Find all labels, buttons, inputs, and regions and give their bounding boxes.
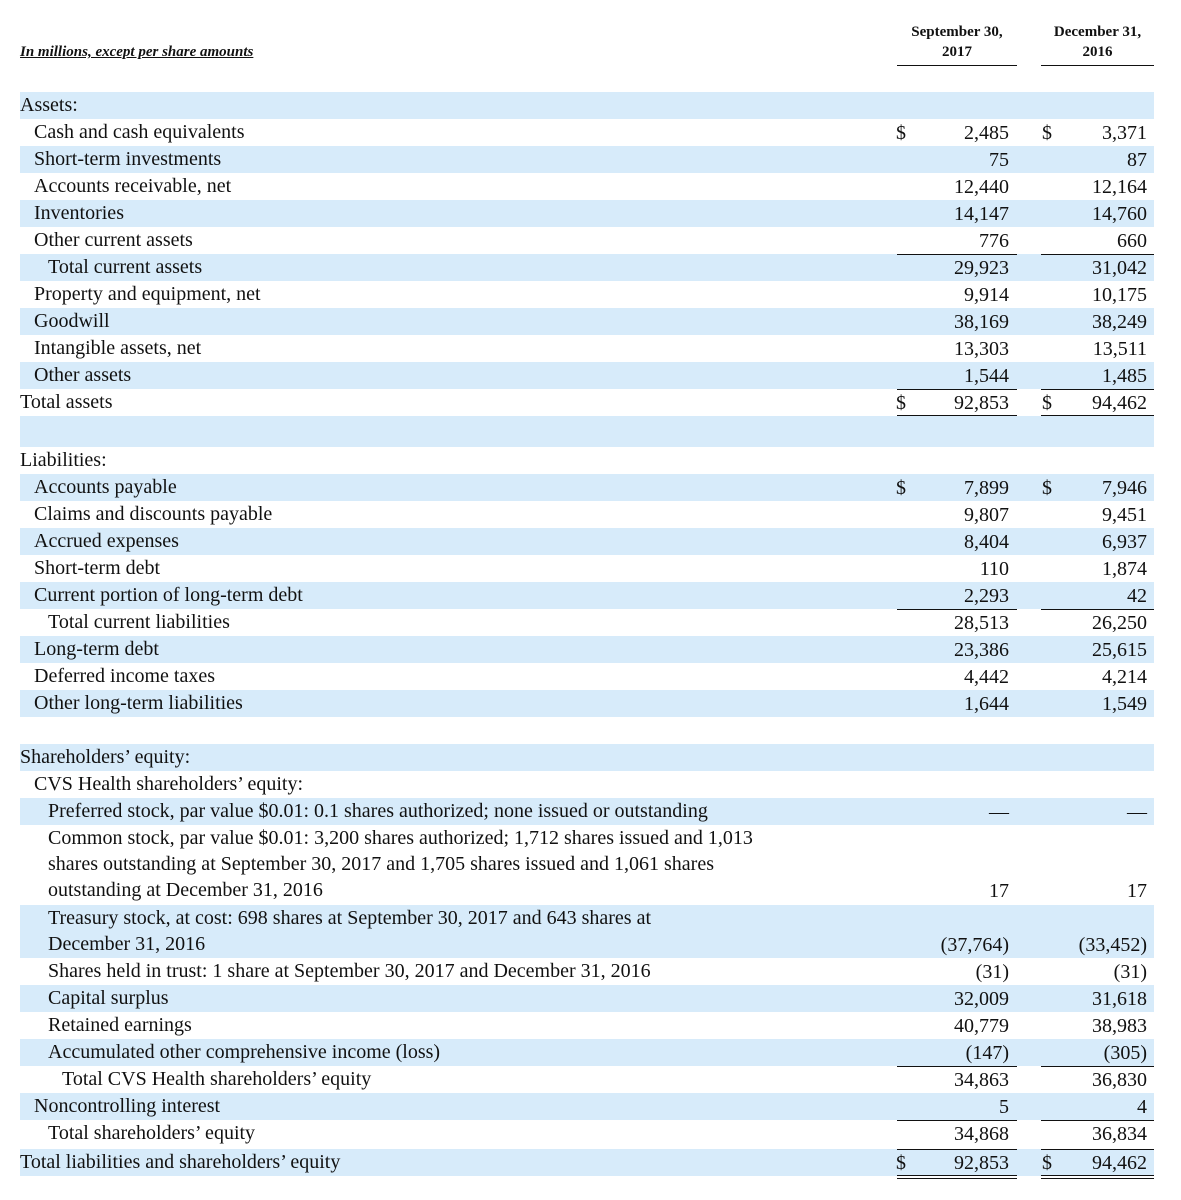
table-row: [20, 1066, 1154, 1093]
table-row: [20, 1012, 1154, 1039]
value-sep-2017: 92,853: [954, 392, 1009, 414]
row-label: Shareholders’ equity:: [20, 746, 191, 768]
row-label: Accrued expenses: [34, 530, 179, 552]
table-row: [20, 447, 1154, 474]
row-label: Short-term debt: [34, 557, 161, 579]
value-dec-2016: 660: [1117, 230, 1147, 252]
value-sep-2017: 2,293: [964, 585, 1009, 607]
table-row: [20, 474, 1154, 501]
table-row: [20, 958, 1154, 985]
column-header-line: 2016: [1082, 44, 1113, 60]
row-label: Long-term debt: [34, 638, 159, 660]
value-sep-2017: 8,404: [964, 531, 1009, 553]
dollar-sign-dec-2016: $: [1042, 122, 1052, 144]
table-row: [20, 146, 1154, 173]
row-label: Treasury stock, at cost: 698 shares at September 30, 2017 and 643 shares at December 31, 2016: [48, 907, 652, 955]
row-label: Inventories: [34, 202, 124, 224]
dollar-sign-dec-2016: $: [1042, 1152, 1052, 1174]
table-row: [20, 200, 1154, 227]
value-dec-2016: 38,983: [1092, 1015, 1147, 1037]
subtotal-rule: [897, 609, 1017, 610]
subtotal-rule: [1041, 254, 1154, 255]
row-label: Goodwill: [34, 310, 110, 332]
subtotal-rule: [1041, 1120, 1154, 1121]
value-sep-2017: 38,169: [954, 311, 1009, 333]
row-label: Shares held in trust: 1 share at September 30, 2017 and December 31, 2016: [48, 960, 651, 982]
table-row: [20, 92, 1154, 119]
value-dec-2016: 31,618: [1092, 988, 1147, 1010]
value-dec-2016: 36,830: [1092, 1069, 1147, 1091]
table-row: [20, 582, 1154, 609]
dollar-sign-dec-2016: $: [1042, 477, 1052, 499]
subtotal-rule: [897, 254, 1017, 255]
value-sep-2017: 1,644: [964, 693, 1009, 715]
dollar-sign-sep-2017: $: [896, 392, 906, 414]
row-label: Retained earnings: [48, 1014, 192, 1036]
row-label: Intangible assets, net: [34, 337, 202, 359]
column-header-line: 2017: [942, 44, 972, 60]
value-sep-2017: 12,440: [954, 176, 1009, 198]
row-label: Total shareholders’ equity: [48, 1122, 256, 1144]
value-dec-2016: 1,549: [1102, 693, 1147, 715]
table-row: [20, 1149, 1154, 1176]
value-sep-2017: 34,863: [954, 1069, 1009, 1091]
units-label: In millions, except per share amounts: [20, 44, 254, 60]
row-label: CVS Health shareholders’ equity:: [34, 773, 304, 795]
value-dec-2016: 36,834: [1092, 1123, 1147, 1145]
row-label: Assets:: [20, 94, 78, 116]
row-label: Deferred income taxes: [34, 665, 216, 687]
subtotal-rule: [897, 1149, 1017, 1150]
row-label: Current portion of long-term debt: [34, 584, 303, 606]
value-dec-2016: —: [1127, 801, 1147, 823]
value-dec-2016: 9,451: [1102, 504, 1147, 526]
value-dec-2016: 12,164: [1092, 176, 1147, 198]
row-label: Accounts payable: [34, 476, 177, 498]
subtotal-rule: [1041, 1149, 1154, 1150]
table-row: [20, 905, 1154, 958]
value-sep-2017: 34,868: [954, 1123, 1009, 1145]
subtotal-rule: [1041, 609, 1154, 610]
value-dec-2016: 13,511: [1092, 338, 1147, 360]
row-label: Total current liabilities: [48, 611, 230, 633]
row-label: Other current assets: [34, 229, 193, 251]
table-row: [20, 335, 1154, 362]
value-sep-2017: 29,923: [954, 257, 1009, 279]
row-label: Total current assets: [48, 256, 203, 278]
value-sep-2017: 14,147: [954, 203, 1009, 225]
total-double-rule: [1041, 1175, 1154, 1176]
value-dec-2016: 94,462: [1092, 392, 1147, 414]
value-dec-2016: (31): [1113, 961, 1147, 983]
total-double-rule: [1041, 1178, 1154, 1179]
value-sep-2017: 40,779: [954, 1015, 1009, 1037]
dollar-sign-sep-2017: $: [896, 122, 906, 144]
value-sep-2017: —: [989, 801, 1009, 823]
value-dec-2016: 4: [1137, 1096, 1147, 1118]
table-row: [20, 555, 1154, 582]
table-row: [20, 227, 1154, 254]
value-dec-2016: 1,874: [1102, 558, 1147, 580]
row-label: Other long-term liabilities: [34, 692, 243, 714]
row-label: Common stock, par value $0.01: 3,200 shares authorized; 1,712 shares issued and 1,013 shares outstanding at September 30, 2017 and 1,705 shares issued and 1,061 shares outstanding at December 31, 2016: [48, 827, 753, 901]
table-row: [20, 254, 1154, 281]
table-row: [20, 744, 1154, 771]
value-sep-2017: 1,544: [964, 365, 1009, 387]
table-row: [20, 985, 1154, 1012]
row-label: Preferred stock, par value $0.01: 0.1 shares authorized; none issued or outstanding: [48, 800, 708, 822]
row-label: Other assets: [34, 364, 132, 386]
table-row: [20, 308, 1154, 335]
total-double-rule: [897, 1175, 1017, 1176]
dollar-sign-sep-2017: $: [896, 1152, 906, 1174]
value-dec-2016: 14,760: [1092, 203, 1147, 225]
value-sep-2017: 75: [989, 149, 1009, 171]
value-sep-2017: 2,485: [964, 122, 1009, 144]
column-header-line: September 30,: [911, 24, 1003, 40]
table-row: [20, 663, 1154, 690]
value-dec-2016: 4,214: [1102, 666, 1147, 688]
row-label: Capital surplus: [48, 987, 169, 1009]
table-row: [20, 1039, 1154, 1066]
value-sep-2017: 9,807: [964, 504, 1009, 526]
value-dec-2016: 17: [1127, 880, 1147, 902]
row-label: Liabilities:: [20, 449, 107, 471]
table-row: [20, 636, 1154, 663]
row-label: Property and equipment, net: [34, 283, 261, 305]
value-sep-2017: 32,009: [954, 988, 1009, 1010]
table-row: [20, 281, 1154, 308]
subtotal-rule: [1041, 1066, 1154, 1067]
row-label: Claims and discounts payable: [34, 503, 273, 525]
row-label: Total CVS Health shareholders’ equity: [62, 1068, 372, 1090]
value-sep-2017: 5: [999, 1096, 1009, 1118]
row-label: Cash and cash equivalents: [34, 121, 245, 143]
value-dec-2016: 10,175: [1092, 284, 1147, 306]
column-header-sep-2017: [897, 22, 1017, 66]
value-dec-2016: 38,249: [1092, 311, 1147, 333]
table-row: [20, 501, 1154, 528]
value-sep-2017: (31): [975, 961, 1009, 983]
table-row: [20, 389, 1154, 416]
value-dec-2016: (33,452): [1078, 934, 1147, 956]
table-row: [20, 528, 1154, 555]
table-row: [20, 1093, 1154, 1120]
row-label: Total assets: [20, 391, 113, 413]
value-dec-2016: 42: [1127, 585, 1147, 607]
value-dec-2016: 3,371: [1102, 122, 1147, 144]
row-label: Total liabilities and shareholders’ equity: [20, 1151, 341, 1173]
row-label: Accounts receivable, net: [34, 175, 232, 197]
value-dec-2016: 1,485: [1102, 365, 1147, 387]
value-sep-2017: 13,303: [954, 338, 1009, 360]
table-row: [20, 173, 1154, 200]
dollar-sign-dec-2016: $: [1042, 392, 1052, 414]
row-label: Short-term investments: [34, 148, 222, 170]
value-sep-2017: 7,899: [964, 477, 1009, 499]
value-sep-2017: 17: [989, 880, 1009, 902]
table-row: [20, 717, 1154, 744]
column-header-line: December 31,: [1053, 24, 1142, 40]
subtotal-rule: [897, 1120, 1017, 1121]
table-row: [20, 798, 1154, 825]
value-dec-2016: 6,937: [1102, 531, 1147, 553]
value-dec-2016: 25,615: [1092, 639, 1147, 661]
total-double-rule: [897, 1178, 1017, 1179]
column-header-dec-2016: [1041, 22, 1154, 66]
table-row: [20, 690, 1154, 717]
table-row: [20, 825, 1154, 904]
table-row: [20, 416, 1154, 447]
table-row: [20, 771, 1154, 798]
row-label: Noncontrolling interest: [34, 1095, 221, 1117]
value-dec-2016: 87: [1127, 149, 1147, 171]
value-sep-2017: 28,513: [954, 612, 1009, 634]
table-row: [20, 1120, 1154, 1147]
value-sep-2017: 92,853: [954, 1152, 1009, 1174]
value-dec-2016: (305): [1103, 1042, 1147, 1064]
value-dec-2016: 31,042: [1092, 257, 1147, 279]
value-dec-2016: 26,250: [1092, 612, 1147, 634]
value-sep-2017: (147): [965, 1042, 1009, 1064]
value-sep-2017: (37,764): [940, 934, 1009, 956]
value-sep-2017: 23,386: [954, 639, 1009, 661]
value-sep-2017: 9,914: [964, 284, 1009, 306]
value-sep-2017: 776: [979, 230, 1009, 252]
dollar-sign-sep-2017: $: [896, 477, 906, 499]
table-row: [20, 362, 1154, 389]
subtotal-rule: [897, 389, 1017, 390]
value-dec-2016: 7,946: [1102, 477, 1147, 499]
row-label: Accumulated other comprehensive income (loss): [48, 1041, 441, 1063]
table-row: [20, 609, 1154, 636]
table-row: [20, 119, 1154, 146]
value-dec-2016: 94,462: [1092, 1152, 1147, 1174]
value-sep-2017: 110: [979, 558, 1009, 580]
value-sep-2017: 4,442: [964, 666, 1009, 688]
subtotal-rule: [1041, 389, 1154, 390]
subtotal-rule: [897, 1066, 1017, 1067]
